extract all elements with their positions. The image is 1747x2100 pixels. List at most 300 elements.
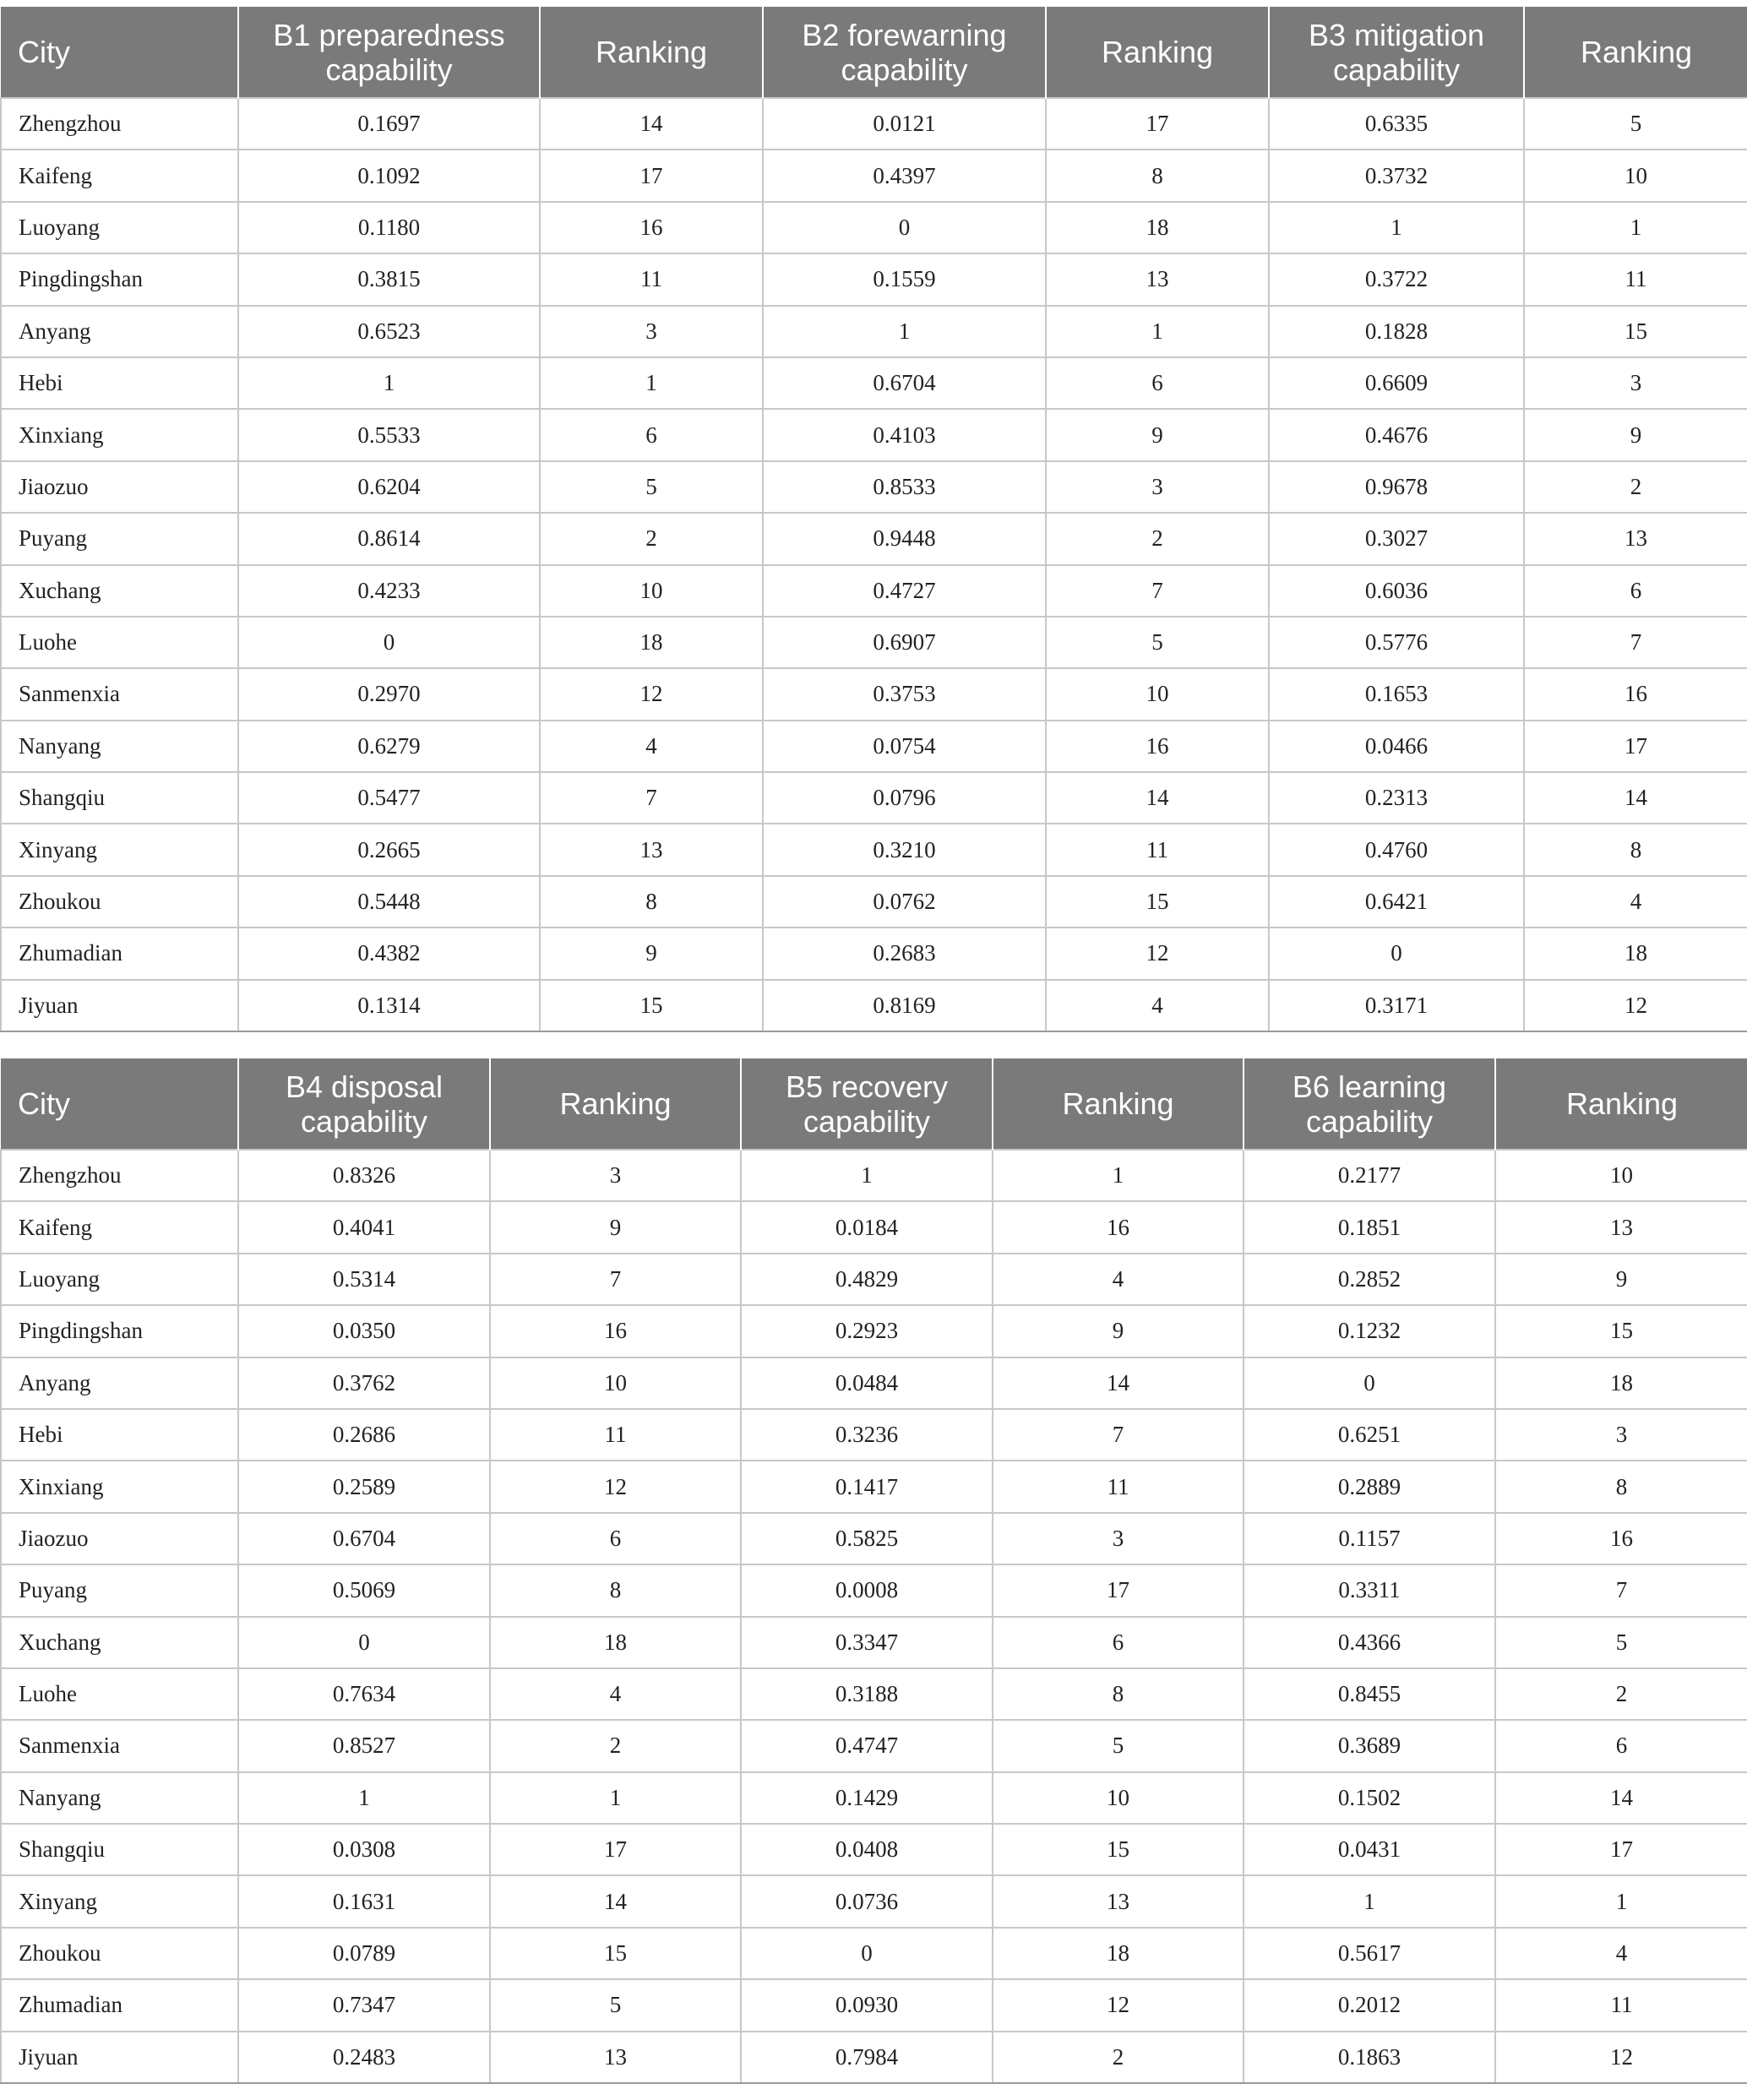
ranking-cell: 4 — [1495, 1928, 1747, 1979]
score-cell: 0.1157 — [1244, 1513, 1495, 1564]
ranking-cell: 18 — [1046, 202, 1269, 253]
score-cell: 0.2923 — [741, 1305, 993, 1357]
table-row — [1, 98, 1747, 150]
ranking-cell: 2 — [1524, 461, 1747, 513]
ranking-cell: 3 — [1495, 1409, 1747, 1461]
table-row — [1, 1564, 1747, 1616]
ranking-cell: 14 — [490, 1875, 741, 1927]
city-cell: Nanyang — [1, 1772, 238, 1824]
capability-table-b1-b3 — [0, 7, 1747, 1032]
score-cell: 0.5314 — [238, 1254, 490, 1305]
ranking-cell: 2 — [1495, 1668, 1747, 1720]
score-cell: 0.0008 — [741, 1564, 993, 1616]
score-cell: 0.8614 — [238, 513, 540, 564]
score-cell: 0.1180 — [238, 202, 540, 253]
ranking-cell: 15 — [993, 1824, 1244, 1875]
ranking-cell: 12 — [1495, 2032, 1747, 2083]
capability-table-b4-b6 — [0, 1058, 1747, 2084]
ranking-cell: 14 — [993, 1357, 1244, 1409]
ranking-cell: 3 — [1046, 461, 1269, 513]
ranking-cell: 10 — [540, 565, 763, 617]
header-ranking: Ranking — [490, 1058, 741, 1150]
score-cell: 0.2483 — [238, 2032, 490, 2083]
ranking-cell: 15 — [1495, 1305, 1747, 1357]
ranking-cell: 16 — [993, 1201, 1244, 1253]
score-cell: 0.1863 — [1244, 2032, 1495, 2083]
score-cell: 0.7347 — [238, 1979, 490, 2031]
ranking-cell: 1 — [540, 357, 763, 409]
score-cell: 0.6279 — [238, 721, 540, 772]
city-cell: Zhengzhou — [1, 1150, 238, 1201]
score-cell: 0.2683 — [763, 928, 1046, 979]
table-row — [1, 461, 1747, 513]
score-cell: 0.1429 — [741, 1772, 993, 1824]
ranking-cell: 18 — [540, 617, 763, 668]
score-cell: 0.5069 — [238, 1564, 490, 1616]
score-cell: 0.3753 — [763, 668, 1046, 720]
table-row — [1, 1150, 1747, 1201]
score-cell: 0 — [741, 1928, 993, 1979]
city-cell: Jiyuan — [1, 2032, 238, 2083]
table-row — [1, 202, 1747, 253]
city-cell: Nanyang — [1, 721, 238, 772]
table-header — [1, 1058, 1747, 1150]
score-cell: 0.6421 — [1269, 876, 1524, 928]
score-cell: 0.1417 — [741, 1461, 993, 1512]
table-row — [1, 1720, 1747, 1771]
ranking-cell: 9 — [1495, 1254, 1747, 1305]
ranking-cell: 17 — [993, 1564, 1244, 1616]
table-row — [1, 1668, 1747, 1720]
score-cell: 0.8533 — [763, 461, 1046, 513]
ranking-cell: 7 — [993, 1409, 1244, 1461]
ranking-cell: 4 — [490, 1668, 741, 1720]
score-cell: 0.4041 — [238, 1201, 490, 1253]
city-cell: Zhumadian — [1, 1979, 238, 2031]
table-row — [1, 824, 1747, 875]
score-cell: 0.3815 — [238, 253, 540, 305]
table-row — [1, 772, 1747, 824]
city-cell: Hebi — [1, 357, 238, 409]
ranking-cell: 15 — [1046, 876, 1269, 928]
city-cell: Puyang — [1, 513, 238, 564]
score-cell: 1 — [741, 1150, 993, 1201]
ranking-cell: 8 — [1046, 150, 1269, 201]
ranking-cell: 16 — [1046, 721, 1269, 772]
ranking-cell: 11 — [993, 1461, 1244, 1512]
score-cell: 0.9448 — [763, 513, 1046, 564]
ranking-cell: 10 — [490, 1357, 741, 1409]
score-cell: 0.3210 — [763, 824, 1046, 875]
table-row — [1, 1979, 1747, 2031]
table-body — [1, 1150, 1747, 2083]
ranking-cell: 15 — [1524, 306, 1747, 357]
score-cell: 0.4760 — [1269, 824, 1524, 875]
score-cell: 0.0484 — [741, 1357, 993, 1409]
score-cell: 0.5617 — [1244, 1928, 1495, 1979]
score-cell: 1 — [1269, 202, 1524, 253]
table-row — [1, 1513, 1747, 1564]
ranking-cell: 1 — [1524, 202, 1747, 253]
ranking-cell: 7 — [490, 1254, 741, 1305]
ranking-cell: 8 — [993, 1668, 1244, 1720]
city-cell: Pingdingshan — [1, 1305, 238, 1357]
city-cell: Jiaozuo — [1, 461, 238, 513]
score-cell: 0.8326 — [238, 1150, 490, 1201]
ranking-cell: 3 — [993, 1513, 1244, 1564]
ranking-cell: 11 — [490, 1409, 741, 1461]
ranking-cell: 7 — [1495, 1564, 1747, 1616]
ranking-cell: 10 — [993, 1772, 1244, 1824]
ranking-cell: 3 — [1524, 357, 1747, 409]
table-row — [1, 1617, 1747, 1668]
score-cell: 0.4829 — [741, 1254, 993, 1305]
header-ranking: Ranking — [1524, 7, 1747, 98]
score-cell: 0.6335 — [1269, 98, 1524, 150]
ranking-cell: 16 — [1495, 1513, 1747, 1564]
city-cell: Xinxiang — [1, 409, 238, 460]
ranking-cell: 12 — [540, 668, 763, 720]
score-cell: 0.8527 — [238, 1720, 490, 1771]
header-b2-forewarning: B2 forewarning capability — [763, 7, 1046, 98]
score-cell: 0.3722 — [1269, 253, 1524, 305]
score-cell: 0.2852 — [1244, 1254, 1495, 1305]
score-cell: 0.3762 — [238, 1357, 490, 1409]
score-cell: 0.3347 — [741, 1617, 993, 1668]
ranking-cell: 18 — [1524, 928, 1747, 979]
score-cell: 0.1502 — [1244, 1772, 1495, 1824]
ranking-cell: 18 — [993, 1928, 1244, 1979]
ranking-cell: 5 — [1046, 617, 1269, 668]
ranking-cell: 17 — [490, 1824, 741, 1875]
table-row — [1, 1824, 1747, 1875]
header-city: City — [1, 7, 238, 98]
ranking-cell: 9 — [1046, 409, 1269, 460]
city-cell: Xuchang — [1, 1617, 238, 1668]
ranking-cell: 18 — [490, 1617, 741, 1668]
ranking-cell: 12 — [1046, 928, 1269, 979]
city-cell: Kaifeng — [1, 1201, 238, 1253]
score-cell: 0.6204 — [238, 461, 540, 513]
score-cell: 1 — [238, 1772, 490, 1824]
ranking-cell: 4 — [1524, 876, 1747, 928]
ranking-cell: 6 — [540, 409, 763, 460]
score-cell: 0.7984 — [741, 2032, 993, 2083]
score-cell: 0.2589 — [238, 1461, 490, 1512]
score-cell: 0.5533 — [238, 409, 540, 460]
city-cell: Hebi — [1, 1409, 238, 1461]
score-cell: 0.5776 — [1269, 617, 1524, 668]
score-cell: 0.6704 — [763, 357, 1046, 409]
score-cell: 0 — [238, 617, 540, 668]
ranking-cell: 16 — [540, 202, 763, 253]
ranking-cell: 7 — [1046, 565, 1269, 617]
city-cell: Xinyang — [1, 1875, 238, 1927]
ranking-cell: 11 — [540, 253, 763, 305]
score-cell: 0 — [238, 1617, 490, 1668]
score-cell: 1 — [1244, 1875, 1495, 1927]
score-cell: 0.0796 — [763, 772, 1046, 824]
score-cell: 0.3027 — [1269, 513, 1524, 564]
score-cell: 0.4747 — [741, 1720, 993, 1771]
ranking-cell: 11 — [1524, 253, 1747, 305]
score-cell: 1 — [238, 357, 540, 409]
ranking-cell: 11 — [1046, 824, 1269, 875]
city-cell: Sanmenxia — [1, 668, 238, 720]
score-cell: 0.6523 — [238, 306, 540, 357]
city-cell: Puyang — [1, 1564, 238, 1616]
ranking-cell: 17 — [1495, 1824, 1747, 1875]
table-row — [1, 357, 1747, 409]
score-cell: 0.0466 — [1269, 721, 1524, 772]
table-row — [1, 1772, 1747, 1824]
header-ranking: Ranking — [540, 7, 763, 98]
city-cell: Zhoukou — [1, 1928, 238, 1979]
header-ranking: Ranking — [993, 1058, 1244, 1150]
table-row — [1, 721, 1747, 772]
ranking-cell: 10 — [1524, 150, 1747, 201]
ranking-cell: 14 — [540, 98, 763, 150]
ranking-cell: 4 — [540, 721, 763, 772]
score-cell: 0.6907 — [763, 617, 1046, 668]
ranking-cell: 3 — [540, 306, 763, 357]
score-cell: 0 — [1269, 928, 1524, 979]
ranking-cell: 13 — [1495, 1201, 1747, 1253]
score-cell: 0.1092 — [238, 150, 540, 201]
score-cell: 0.6036 — [1269, 565, 1524, 617]
ranking-cell: 6 — [1046, 357, 1269, 409]
score-cell: 0.0431 — [1244, 1824, 1495, 1875]
table-body — [1, 98, 1747, 1031]
ranking-cell: 18 — [1495, 1357, 1747, 1409]
ranking-cell: 13 — [540, 824, 763, 875]
table-row — [1, 876, 1747, 928]
table-row — [1, 1875, 1747, 1927]
score-cell: 0.1314 — [238, 980, 540, 1031]
ranking-cell: 11 — [1495, 1979, 1747, 2031]
ranking-cell: 6 — [993, 1617, 1244, 1668]
score-cell: 0 — [763, 202, 1046, 253]
table-row — [1, 1357, 1747, 1409]
city-cell: Luoyang — [1, 1254, 238, 1305]
city-cell: Sanmenxia — [1, 1720, 238, 1771]
table-row — [1, 1305, 1747, 1357]
ranking-cell: 9 — [540, 928, 763, 979]
table-row — [1, 565, 1747, 617]
score-cell: 0 — [1244, 1357, 1495, 1409]
ranking-cell: 12 — [1524, 980, 1747, 1031]
score-cell: 1 — [763, 306, 1046, 357]
city-cell: Pingdingshan — [1, 253, 238, 305]
score-cell: 0.1559 — [763, 253, 1046, 305]
ranking-cell: 9 — [993, 1305, 1244, 1357]
table-row — [1, 928, 1747, 979]
table-row — [1, 617, 1747, 668]
ranking-cell: 8 — [1524, 824, 1747, 875]
ranking-cell: 6 — [1524, 565, 1747, 617]
ranking-cell: 12 — [993, 1979, 1244, 2031]
score-cell: 0.0930 — [741, 1979, 993, 2031]
ranking-cell: 5 — [540, 461, 763, 513]
ranking-cell: 1 — [993, 1150, 1244, 1201]
score-cell: 0.4397 — [763, 150, 1046, 201]
table-row — [1, 409, 1747, 460]
ranking-cell: 1 — [1495, 1875, 1747, 1927]
ranking-cell: 15 — [540, 980, 763, 1031]
ranking-cell: 5 — [993, 1720, 1244, 1771]
table-header — [1, 7, 1747, 98]
city-cell: Anyang — [1, 1357, 238, 1409]
ranking-cell: 16 — [1524, 668, 1747, 720]
ranking-cell: 12 — [490, 1461, 741, 1512]
table-row — [1, 513, 1747, 564]
header-b1-preparedness: B1 preparedness capability — [238, 7, 540, 98]
header-b3-mitigation: B3 mitigation capability — [1269, 7, 1524, 98]
score-cell: 0.2313 — [1269, 772, 1524, 824]
ranking-cell: 2 — [1046, 513, 1269, 564]
table-row — [1, 150, 1747, 201]
score-cell: 0.4727 — [763, 565, 1046, 617]
ranking-cell: 14 — [1046, 772, 1269, 824]
score-cell: 0.6609 — [1269, 357, 1524, 409]
city-cell: Xinxiang — [1, 1461, 238, 1512]
city-cell: Jiyuan — [1, 980, 238, 1031]
ranking-cell: 13 — [490, 2032, 741, 2083]
score-cell: 0.0762 — [763, 876, 1046, 928]
score-cell: 0.1697 — [238, 98, 540, 150]
header-b6-learning: B6 learning capability — [1244, 1058, 1495, 1150]
score-cell: 0.9678 — [1269, 461, 1524, 513]
ranking-cell: 14 — [1495, 1772, 1747, 1824]
city-cell: Zhoukou — [1, 876, 238, 928]
ranking-cell: 9 — [1524, 409, 1747, 460]
score-cell: 0.0754 — [763, 721, 1046, 772]
city-cell: Kaifeng — [1, 150, 238, 201]
score-cell: 0.7634 — [238, 1668, 490, 1720]
score-cell: 0.0408 — [741, 1824, 993, 1875]
ranking-cell: 6 — [490, 1513, 741, 1564]
ranking-cell: 8 — [540, 876, 763, 928]
ranking-cell: 6 — [1495, 1720, 1747, 1771]
ranking-cell: 14 — [1524, 772, 1747, 824]
city-cell: Zhengzhou — [1, 98, 238, 150]
table-row — [1, 1928, 1747, 1979]
ranking-cell: 8 — [490, 1564, 741, 1616]
ranking-cell: 10 — [1046, 668, 1269, 720]
score-cell: 0.3689 — [1244, 1720, 1495, 1771]
city-cell: Shangqiu — [1, 1824, 238, 1875]
city-cell: Zhumadian — [1, 928, 238, 979]
table-row — [1, 668, 1747, 720]
city-cell: Xuchang — [1, 565, 238, 617]
score-cell: 0.2665 — [238, 824, 540, 875]
score-cell: 0.3236 — [741, 1409, 993, 1461]
score-cell: 0.4366 — [1244, 1617, 1495, 1668]
score-cell: 0.0308 — [238, 1824, 490, 1875]
score-cell: 0.3732 — [1269, 150, 1524, 201]
score-cell: 0.1232 — [1244, 1305, 1495, 1357]
city-cell: Shangqiu — [1, 772, 238, 824]
ranking-cell: 1 — [490, 1772, 741, 1824]
ranking-cell: 13 — [993, 1875, 1244, 1927]
score-cell: 0.4676 — [1269, 409, 1524, 460]
ranking-cell: 16 — [490, 1305, 741, 1357]
ranking-cell: 4 — [1046, 980, 1269, 1031]
table-row — [1, 306, 1747, 357]
city-cell: Luohe — [1, 617, 238, 668]
table-row — [1, 2032, 1747, 2083]
score-cell: 0.0184 — [741, 1201, 993, 1253]
ranking-cell: 10 — [1495, 1150, 1747, 1201]
city-cell: Luoyang — [1, 202, 238, 253]
city-cell: Luohe — [1, 1668, 238, 1720]
ranking-cell: 17 — [540, 150, 763, 201]
score-cell: 0.2177 — [1244, 1150, 1495, 1201]
ranking-cell: 4 — [993, 1254, 1244, 1305]
ranking-cell: 2 — [540, 513, 763, 564]
table-row — [1, 1461, 1747, 1512]
score-cell: 0.0121 — [763, 98, 1046, 150]
city-cell: Jiaozuo — [1, 1513, 238, 1564]
score-cell: 0.2012 — [1244, 1979, 1495, 2031]
score-cell: 0.4382 — [238, 928, 540, 979]
table-row — [1, 980, 1747, 1031]
ranking-cell: 17 — [1524, 721, 1747, 772]
ranking-cell: 5 — [1524, 98, 1747, 150]
table-row — [1, 253, 1747, 305]
ranking-cell: 7 — [540, 772, 763, 824]
header-b4-disposal: B4 disposal capability — [238, 1058, 490, 1150]
score-cell: 0.5448 — [238, 876, 540, 928]
score-cell: 0.0350 — [238, 1305, 490, 1357]
score-cell: 0.6704 — [238, 1513, 490, 1564]
header-row — [1, 7, 1747, 98]
city-cell: Xinyang — [1, 824, 238, 875]
score-cell: 0.4103 — [763, 409, 1046, 460]
ranking-cell: 5 — [1495, 1617, 1747, 1668]
table-row — [1, 1201, 1747, 1253]
header-ranking: Ranking — [1046, 7, 1269, 98]
header-row — [1, 1058, 1747, 1150]
header-b5-recovery: B5 recovery capability — [741, 1058, 993, 1150]
score-cell: 0.3171 — [1269, 980, 1524, 1031]
ranking-cell: 15 — [490, 1928, 741, 1979]
ranking-cell: 1 — [1046, 306, 1269, 357]
ranking-cell: 5 — [490, 1979, 741, 2031]
ranking-cell: 2 — [490, 1720, 741, 1771]
ranking-cell: 17 — [1046, 98, 1269, 150]
score-cell: 0.1828 — [1269, 306, 1524, 357]
score-cell: 0.2970 — [238, 668, 540, 720]
score-cell: 0.8455 — [1244, 1668, 1495, 1720]
score-cell: 0.2889 — [1244, 1461, 1495, 1512]
ranking-cell: 2 — [993, 2032, 1244, 2083]
score-cell: 0.2686 — [238, 1409, 490, 1461]
score-cell: 0.3311 — [1244, 1564, 1495, 1616]
header-city: City — [1, 1058, 238, 1150]
ranking-cell: 9 — [490, 1201, 741, 1253]
score-cell: 0.0789 — [238, 1928, 490, 1979]
table-row — [1, 1409, 1747, 1461]
score-cell: 0.1631 — [238, 1875, 490, 1927]
ranking-cell: 13 — [1046, 253, 1269, 305]
score-cell: 0.1851 — [1244, 1201, 1495, 1253]
score-cell: 0.4233 — [238, 565, 540, 617]
ranking-cell: 13 — [1524, 513, 1747, 564]
score-cell: 0.1653 — [1269, 668, 1524, 720]
ranking-cell: 3 — [490, 1150, 741, 1201]
score-cell: 0.5825 — [741, 1513, 993, 1564]
